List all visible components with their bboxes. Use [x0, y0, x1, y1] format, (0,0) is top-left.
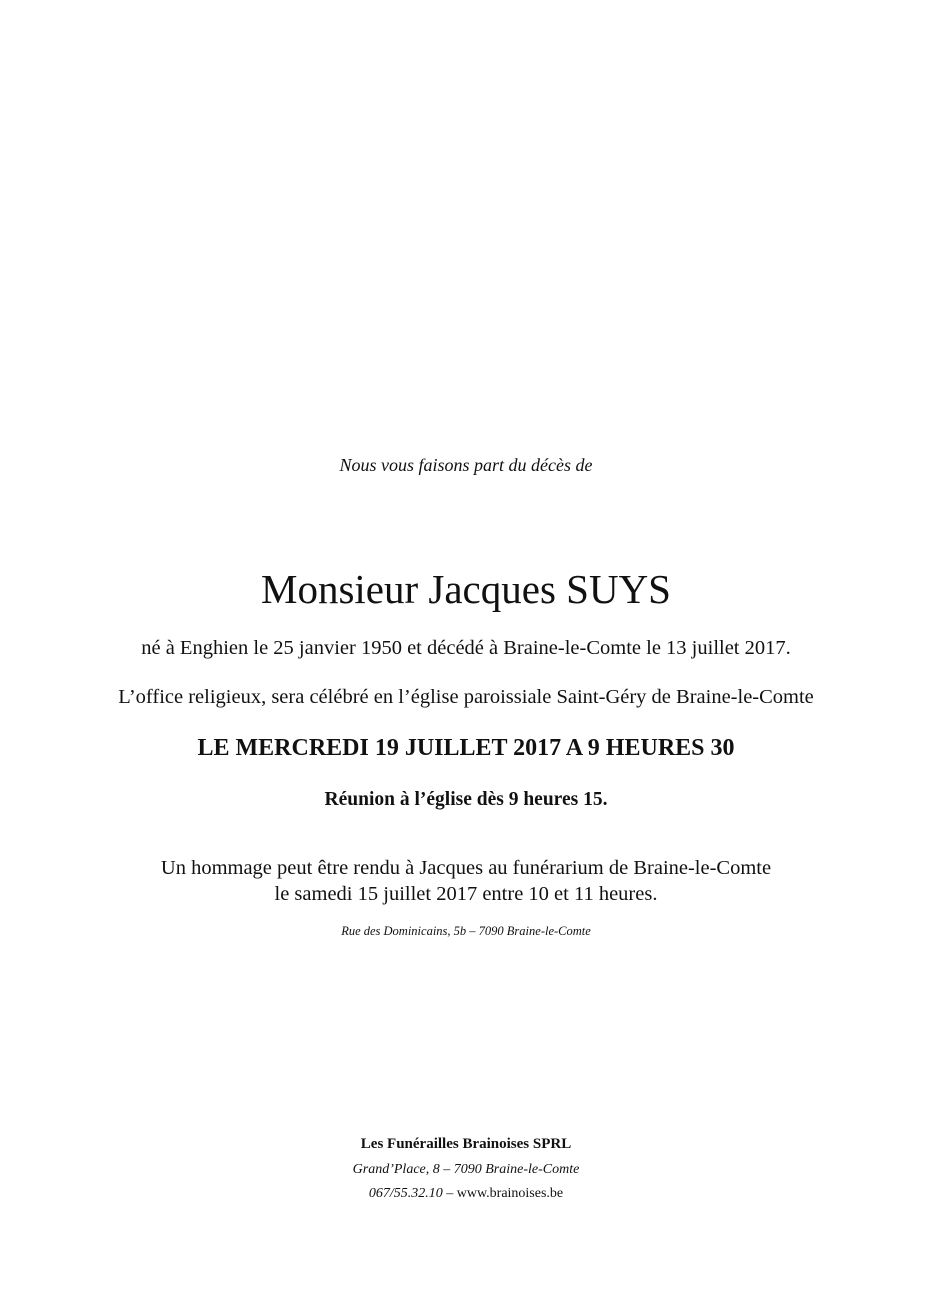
religious-office-text: L’office religieux, sera célébré en l’église paroissiale Saint-Géry de Braine-le-Comte [118, 686, 814, 708]
company-website: www.brainoises.be [456, 1186, 564, 1201]
company-phone: 067/55.32.10 [368, 1186, 443, 1201]
company-address: Grand’Place, 8 – 7090 Braine-le-Comte [352, 1162, 580, 1177]
contact-separator: – [442, 1186, 457, 1201]
hommage-line-1: Un hommage peut être rendu à Jacques au funérarium de Braine-le-Comte [160, 857, 772, 879]
reunion-time: Réunion à l’église dès 9 heures 15. [324, 789, 608, 810]
ceremony-date: LE MERCREDI 19 JUILLET 2017 A 9 HEURES 30 [197, 735, 735, 761]
birth-death-details: né à Enghien le 25 janvier 1950 et décédé à Braine-le-Comte le 13 juillet 2017. [141, 637, 791, 659]
funerarium-address: Rue des Dominicains, 5b – 7090 Braine-le-Comte [341, 924, 591, 938]
deceased-name: Monsieur Jacques SUYS [261, 566, 671, 612]
company-contact [0, 1186, 932, 1202]
company-name: Les Funérailles Brainoises SPRL [360, 1136, 572, 1152]
hommage-line-2: le samedi 15 juillet 2017 entre 10 et 11 heures. [274, 883, 658, 905]
intro-text: Nous vous faisons part du décès de [339, 455, 593, 475]
